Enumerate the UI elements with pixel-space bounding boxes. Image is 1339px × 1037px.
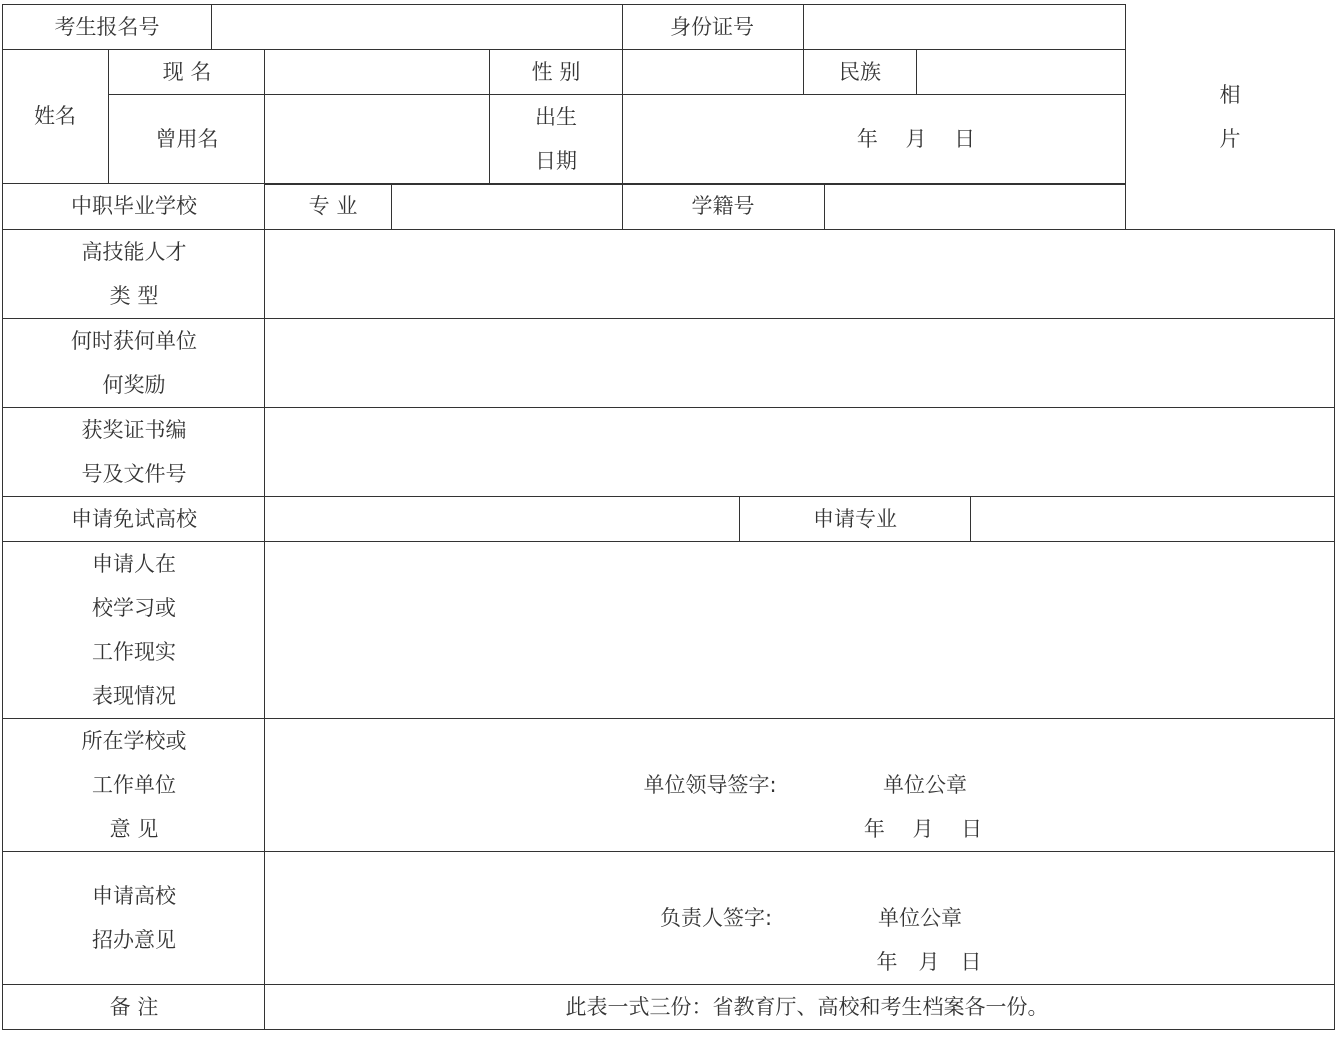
name-label: 姓名 <box>34 104 76 128</box>
major-field[interactable] <box>392 185 622 229</box>
birth-label: 日期 <box>535 149 577 173</box>
photo-label: 相 <box>1219 83 1241 107</box>
talent-type-field[interactable] <box>265 230 1334 318</box>
id-no-field[interactable] <box>804 5 1125 49</box>
table-line <box>2 4 3 1030</box>
major-label: 专 业 <box>308 194 358 218</box>
former-name-label: 曾用名 <box>155 127 219 151</box>
apply-major-label: 申请专业 <box>813 507 897 531</box>
birth-date-value: 年 月 日 <box>856 127 976 151</box>
table-line <box>2 851 1335 852</box>
unit-date: 年 月 日 <box>876 950 982 974</box>
college-opinion-label: 招办意见 <box>92 928 176 952</box>
college-opinion-label: 申请高校 <box>92 884 176 908</box>
talent-type-label: 类 型 <box>109 284 159 308</box>
student-no-field[interactable] <box>825 185 1125 229</box>
talent-type-label: 高技能人才 <box>81 240 187 264</box>
unit-seal: 单位公章 <box>878 906 962 930</box>
performance-label: 申请人在 <box>92 552 176 576</box>
former-name-field[interactable] <box>265 95 489 183</box>
exam-reg-no-field[interactable] <box>212 5 622 49</box>
principal-sign: 负责人签字: <box>659 906 773 930</box>
current-name-label: 现 名 <box>162 60 212 84</box>
performance-label: 工作现实 <box>92 640 176 664</box>
table-line <box>1334 229 1335 1030</box>
exam-reg-no-label: 考生报名号 <box>54 15 160 39</box>
unit-opinion-label: 所在学校或 <box>81 729 187 753</box>
ethnicity-label: 民族 <box>839 60 881 84</box>
ethnicity-field[interactable] <box>917 50 1125 94</box>
remark-value: 此表一式三份：省教育厅、高校和考生档案各一份。 <box>565 995 1049 1019</box>
unit-seal: 单位公章 <box>883 773 967 797</box>
award-label: 何时获何单位 <box>71 329 197 353</box>
student-no-label: 学籍号 <box>691 194 755 218</box>
unit-opinion-label: 工作单位 <box>92 773 176 797</box>
table-line <box>2 984 1335 985</box>
table-line <box>2 183 264 184</box>
unit-opinion-label: 意 见 <box>109 817 159 841</box>
photo-label: 片 <box>1219 127 1241 151</box>
performance-label: 表现情况 <box>92 684 176 708</box>
id-no-label: 身份证号 <box>670 15 754 39</box>
current-name-field[interactable] <box>265 50 489 94</box>
cert-no-label: 号及文件号 <box>81 462 187 486</box>
table-line <box>108 49 109 183</box>
birth-label: 出生 <box>535 105 577 129</box>
performance-label: 校学习或 <box>92 596 176 620</box>
photo-area <box>1126 5 1334 229</box>
exempt-school-label: 申请免试高校 <box>71 507 197 531</box>
gender-field[interactable] <box>623 50 803 94</box>
table-line <box>2 1029 1335 1030</box>
unit-date: 年 月 日 <box>863 817 983 841</box>
table-line <box>489 49 490 183</box>
school-label: 中职毕业学校 <box>71 194 197 218</box>
award-label: 何奖励 <box>102 373 166 397</box>
performance-field[interactable] <box>265 542 1334 718</box>
gender-label: 性 别 <box>531 60 581 84</box>
cert-no-label: 获奖证书编 <box>81 418 187 442</box>
unit-leader-sign: 单位领导签字: <box>643 773 777 797</box>
table-line <box>739 496 740 541</box>
exempt-school-field[interactable] <box>265 497 739 541</box>
apply-major-field[interactable] <box>971 497 1334 541</box>
remark-label: 备 注 <box>109 995 159 1019</box>
cert-no-field[interactable] <box>265 408 1334 496</box>
table-line <box>2 718 1335 719</box>
award-field[interactable] <box>265 319 1334 407</box>
